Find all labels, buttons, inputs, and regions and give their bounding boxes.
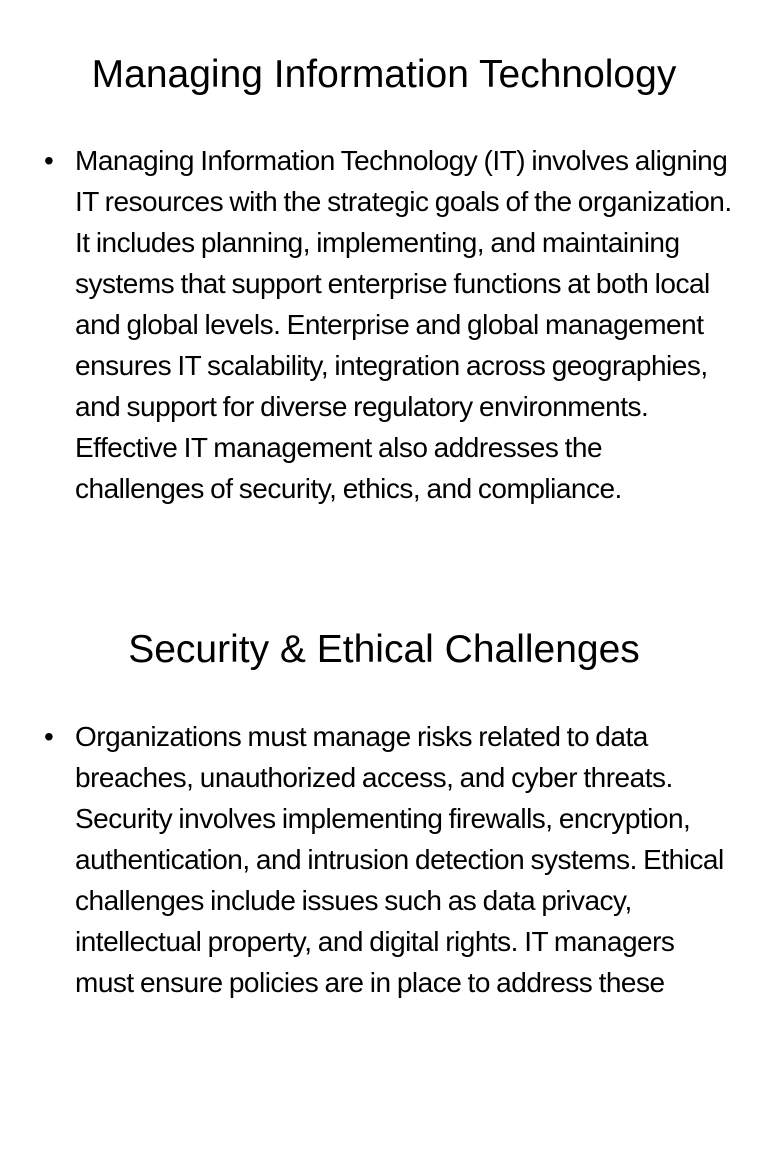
slide-title: Security & Ethical Challenges (128, 628, 640, 671)
slide-security-ethics (0, 576, 768, 1152)
bullet-dot-icon: • (44, 145, 54, 176)
slide-title: Managing Information Technology (91, 53, 677, 96)
bullet-text: Organizations must manage risks related to data breaches, unauthorized access, and cyber threats. Security involves implementing firewalls, encryption, authentication, and intrusion detection systems. Ethical challenges include issues such as data privacy, intellectual property, and digital rights. IT managers must ensure policies are in place to address these (75, 721, 724, 998)
slide-body (0, 716, 768, 1026)
bullet-text: Managing Information Technology (IT) involves aligning IT resources with the strategic goals of the organization. It includes planning, implementing, and maintaining systems that support enterprise functions at both local and global levels. Enterprise and global management ensures IT scalability, integration across geographies, and support for diverse regulatory environments. Effective IT management also addresses the challenges of security, ethics, and compliance. (75, 145, 732, 504)
slide-body (0, 140, 768, 574)
bullet-dot-icon: • (44, 721, 54, 752)
